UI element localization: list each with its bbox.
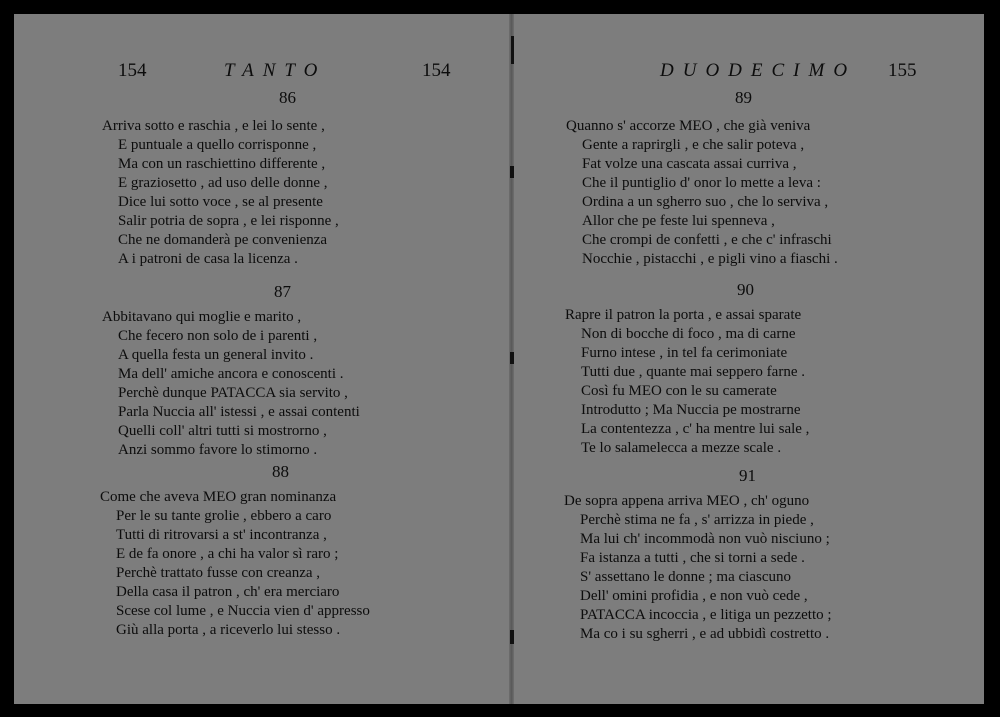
left-page-number-duplicate: 154: [422, 60, 451, 81]
verse-line: Fat volze una cascata assai curriva ,: [582, 156, 797, 172]
verse-line: Abbitavano qui moglie e marito ,: [102, 309, 302, 325]
verse-line: Per le su tante grolie , ebbero a caro: [116, 508, 332, 524]
verse-line: Dice lui sotto voce , se al presente: [118, 194, 323, 210]
stanza: [564, 492, 832, 644]
verse-line: Parla Nuccia all' istessi , e assai contenti: [118, 404, 360, 420]
stanza: [100, 488, 370, 640]
right-page: [514, 14, 984, 704]
verse-line: Come che aveva MEO gran nominanza: [100, 489, 337, 505]
verse-line: A i patroni de casa la licenza .: [118, 251, 298, 267]
right-page-number: 155: [888, 60, 917, 81]
verse-line: Ordina a un sgherro suo , che lo serviva ,: [582, 194, 829, 210]
verse-line: Quanno s' accorze MEO , che già veniva: [566, 118, 811, 134]
verse-line: Perchè stima ne fa , s' arrizza in piede ,: [580, 512, 814, 528]
verse-line: Introdutto ; Ma Nuccia pe mostrarne: [581, 402, 801, 418]
stanza-number: 88: [272, 462, 289, 481]
stanza-number: 91: [739, 466, 756, 485]
verse-line: Allor che pe feste lui spenneva ,: [582, 213, 775, 229]
verse-line: Ma co i su sgherri , e ad ubbidì costretto .: [580, 626, 830, 642]
verse-line: Ma con un raschiettino differente ,: [118, 156, 326, 172]
verse-line: La contentezza , c' ha mentre lui sale ,: [581, 421, 810, 437]
verse-line: E puntuale a quello corrisponne ,: [118, 137, 317, 153]
verse-line: Della casa il patron , ch' era merciaro: [116, 584, 340, 600]
verse-line: Che ne domanderà pe convenienza: [118, 232, 328, 248]
verse-line: E graziosetto , ad uso delle donne ,: [118, 175, 328, 191]
left-page: [14, 14, 509, 704]
verse-line: PATACCA incoccia , e litiga un pezzetto ;: [580, 607, 832, 623]
verse-line: Che crompi de confetti , e che c' infraschi: [582, 232, 832, 248]
verse-line: Salir potria de sopra , e lei risponne ,: [118, 213, 339, 229]
stanza: [566, 117, 838, 269]
verse-line: Dell' omini profidia , e non vuò cede ,: [580, 588, 808, 604]
verse-line: Tutti due , quante mai seppero farne .: [581, 364, 805, 380]
stanza-number: 89: [735, 88, 752, 107]
verse-line: Arriva sotto e raschia , e lei lo sente ,: [102, 118, 325, 134]
verse-line: Fa istanza a tutti , che si torni a sede .: [580, 550, 805, 566]
stanza: [102, 308, 360, 460]
verse-line: Che fecero non solo de i parenti ,: [118, 328, 318, 344]
verse-line: A quella festa un general invito .: [118, 347, 314, 363]
verse-line: Nocchie , pistacchi , e pigli vino a fiaschi .: [582, 251, 838, 267]
verse-line: Furno intese , in tel fa cerimoniate: [581, 345, 788, 361]
left-running-title: TANTO: [224, 60, 327, 81]
verse-line: Così fu MEO con le su camerate: [581, 383, 777, 399]
verse-line: Te lo salamelecca a mezze scale .: [581, 440, 782, 456]
stanza-number: 90: [737, 280, 754, 299]
verse-line: Rapre il patron la porta , e assai sparate: [565, 307, 802, 323]
verse-line: Scese col lume , e Nuccia vien d' appresso: [116, 603, 370, 619]
stanza-number: 86: [279, 88, 296, 107]
stanza: [102, 117, 339, 269]
verse-line: Anzi sommo favore lo stimorno .: [118, 442, 318, 458]
verse-line: Perchè dunque PATACCA sia servito ,: [118, 385, 348, 401]
verse-line: De sopra appena arriva MEO , ch' oguno: [564, 493, 810, 509]
verse-line: Giù alla porta , a riceverlo lui stesso .: [116, 622, 341, 638]
verse-line: S' assettano le donne ; ma ciascuno: [580, 569, 791, 585]
right-running-title: DUODECIMO: [660, 60, 857, 81]
verse-line: Quelli coll' altri tutti si mostrorno ,: [118, 423, 327, 439]
verse-line: Che il puntiglio d' onor lo mette a leva :: [582, 175, 821, 191]
stanza: [565, 306, 809, 458]
verse-line: Ma lui ch' incommodà non vuò nisciuno ;: [580, 531, 830, 547]
verse-line: Perchè trattato fusse con creanza ,: [116, 565, 321, 581]
verse-line: Gente a raprirgli , e che salir poteva ,: [582, 137, 805, 153]
stanza-number: 87: [274, 282, 291, 301]
left-page-number: 154: [118, 60, 147, 81]
verse-line: Ma dell' amiche ancora e conoscenti .: [118, 366, 344, 382]
verse-line: E de fa onore , a chi ha valor sì raro ;: [116, 546, 339, 562]
verse-line: Tutti di ritrovarsi a st' incontranza ,: [116, 527, 327, 543]
verse-line: Non di bocche di foco , ma di carne: [581, 326, 796, 342]
